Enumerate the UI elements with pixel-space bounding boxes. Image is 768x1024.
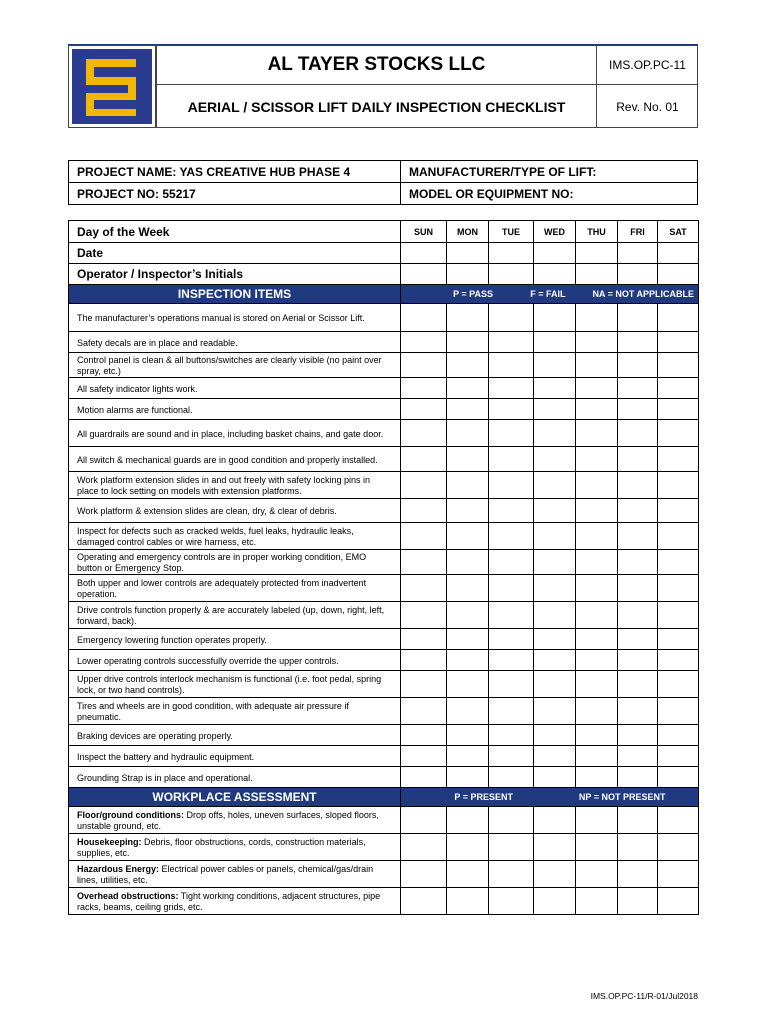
check-cell[interactable] (534, 264, 576, 285)
check-cell[interactable] (534, 888, 576, 915)
check-cell[interactable] (576, 399, 618, 420)
check-cell[interactable] (618, 767, 658, 788)
check-cell[interactable] (534, 243, 576, 264)
check-cell[interactable] (618, 602, 658, 629)
check-cell[interactable] (618, 650, 658, 671)
workplace-item-row (69, 861, 699, 888)
check-cell[interactable] (401, 243, 447, 264)
inspection-section-header (69, 285, 699, 304)
project-info-table (68, 160, 698, 205)
check-cell[interactable] (489, 447, 534, 472)
check-cell[interactable] (576, 243, 618, 264)
check-cell[interactable] (447, 447, 489, 472)
check-cell[interactable] (618, 671, 658, 698)
inspection-item-text: All guardrails are sound and in place, including basket chains, and gate door. (69, 420, 401, 447)
day-fri: FRI (618, 221, 658, 243)
check-cell[interactable] (534, 304, 576, 332)
check-cell[interactable] (401, 378, 447, 399)
check-cell[interactable] (447, 650, 489, 671)
inspection-item-text: Both upper and lower controls are adequately protected from inadvertent operation. (69, 575, 401, 602)
check-cell[interactable] (534, 523, 576, 550)
inspection-item-row (69, 472, 699, 499)
check-cell[interactable] (534, 725, 576, 746)
check-cell[interactable] (401, 264, 447, 285)
check-cell[interactable] (576, 629, 618, 650)
workplace-item-text (69, 861, 401, 888)
inspection-item-text: Upper drive controls interlock mechanism is functional (i.e. foot pedal, spring lock, or two hand controls). (69, 671, 401, 698)
workplace-legend (401, 788, 699, 807)
form-title: AERIAL / SCISSOR LIFT DAILY INSPECTION CHECKLIST (156, 85, 596, 128)
check-cell[interactable] (576, 378, 618, 399)
workplace-item-text (69, 807, 401, 834)
check-cell[interactable] (489, 399, 534, 420)
check-cell[interactable] (401, 746, 447, 767)
check-cell[interactable] (618, 304, 658, 332)
check-cell[interactable] (658, 602, 699, 629)
check-cell[interactable] (447, 550, 489, 575)
inspection-legend (401, 285, 699, 304)
inspection-item-text: Work platform extension slides in and out freely with safety locking pins in place to lock setting on models with extension platforms. (69, 472, 401, 499)
check-cell[interactable] (658, 629, 699, 650)
inspection-item-text: Inspect the battery and hydraulic equipment. (69, 746, 401, 767)
check-cell[interactable] (576, 888, 618, 915)
inspection-item-row (69, 420, 699, 447)
check-cell[interactable] (534, 767, 576, 788)
check-cell[interactable] (447, 602, 489, 629)
check-cell[interactable] (658, 834, 699, 861)
initials-row (69, 264, 699, 285)
check-cell[interactable] (447, 243, 489, 264)
legend-fail: F = FAIL (530, 289, 566, 299)
check-cell[interactable] (658, 523, 699, 550)
check-cell[interactable] (489, 499, 534, 523)
company-name: AL TAYER STOCKS LLC (156, 45, 596, 85)
check-cell[interactable] (401, 550, 447, 575)
inspection-item-row (69, 629, 699, 650)
check-cell[interactable] (658, 698, 699, 725)
check-cell[interactable] (618, 499, 658, 523)
check-cell[interactable] (576, 550, 618, 575)
inspection-item-text: Work platform & extension slides are clean, dry, & clear of debris. (69, 499, 401, 523)
check-cell[interactable] (489, 629, 534, 650)
day-tue: TUE (489, 221, 534, 243)
check-cell[interactable] (618, 447, 658, 472)
check-cell[interactable] (489, 725, 534, 746)
check-cell[interactable] (618, 834, 658, 861)
check-cell[interactable] (401, 523, 447, 550)
check-cell[interactable] (489, 888, 534, 915)
check-cell[interactable] (447, 629, 489, 650)
legend-not-present: NP = NOT PRESENT (578, 792, 666, 802)
check-cell[interactable] (489, 650, 534, 671)
check-cell[interactable] (489, 420, 534, 447)
check-cell[interactable] (658, 472, 699, 499)
check-cell[interactable] (489, 304, 534, 332)
check-cell[interactable] (576, 807, 618, 834)
check-cell[interactable] (401, 629, 447, 650)
inspection-item-row (69, 353, 699, 378)
check-cell[interactable] (534, 746, 576, 767)
check-cell[interactable] (534, 861, 576, 888)
check-cell[interactable] (658, 725, 699, 746)
check-cell[interactable] (576, 650, 618, 671)
check-cell[interactable] (534, 629, 576, 650)
check-cell[interactable] (401, 602, 447, 629)
check-cell[interactable] (534, 472, 576, 499)
inspection-item-text: The manufacturer’s operations manual is stored on Aerial or Scissor Lift. (69, 304, 401, 332)
day-sat: SAT (658, 221, 699, 243)
check-cell[interactable] (576, 472, 618, 499)
check-cell[interactable] (658, 353, 699, 378)
check-cell[interactable] (489, 243, 534, 264)
check-cell[interactable] (658, 378, 699, 399)
inspection-item-row (69, 698, 699, 725)
inspection-item-text: Motion alarms are functional. (69, 399, 401, 420)
check-cell[interactable] (447, 399, 489, 420)
check-cell[interactable] (489, 472, 534, 499)
inspection-item-row (69, 332, 699, 353)
inspection-item-row (69, 523, 699, 550)
check-cell[interactable] (618, 861, 658, 888)
workplace-item-heading: Hazardous Energy: (77, 864, 160, 874)
inspection-item-row (69, 725, 699, 746)
check-cell[interactable] (618, 523, 658, 550)
workplace-section-header (69, 788, 699, 807)
check-cell[interactable] (576, 746, 618, 767)
check-cell[interactable] (618, 807, 658, 834)
check-cell[interactable] (534, 499, 576, 523)
check-cell[interactable] (576, 353, 618, 378)
workplace-item-row (69, 807, 699, 834)
inspection-item-row (69, 746, 699, 767)
check-cell[interactable] (401, 353, 447, 378)
check-cell[interactable] (534, 378, 576, 399)
workplace-item-heading: Floor/ground conditions: (77, 810, 184, 820)
footer-doc-ref: IMS.OP.PC-11/R-01/Jul2018 (590, 991, 698, 1001)
check-cell[interactable] (618, 332, 658, 353)
check-cell[interactable] (658, 399, 699, 420)
check-cell[interactable] (401, 447, 447, 472)
inspection-item-text: Operating and emergency controls are in proper working condition, EMO button or Emergency Stop. (69, 550, 401, 575)
inspection-item-row (69, 304, 699, 332)
check-cell[interactable] (618, 243, 658, 264)
inspection-item-text: Inspect for defects such as cracked welds, fuel leaks, hydraulic leaks, damaged control cables or wire harness, etc. (69, 523, 401, 550)
check-cell[interactable] (658, 420, 699, 447)
check-cell[interactable] (618, 420, 658, 447)
check-cell[interactable] (401, 807, 447, 834)
inspection-item-text: Grounding Strap is in place and operational. (69, 767, 401, 788)
check-cell[interactable] (447, 807, 489, 834)
check-cell[interactable] (401, 650, 447, 671)
check-cell[interactable] (447, 304, 489, 332)
inspection-item-text: Lower operating controls successfully override the upper controls. (69, 650, 401, 671)
check-cell[interactable] (401, 304, 447, 332)
check-cell[interactable] (658, 243, 699, 264)
check-cell[interactable] (576, 304, 618, 332)
model-field[interactable]: MODEL OR EQUIPMENT NO: (401, 183, 698, 205)
check-cell[interactable] (658, 861, 699, 888)
check-cell[interactable] (489, 575, 534, 602)
check-cell[interactable] (658, 332, 699, 353)
check-cell[interactable] (401, 767, 447, 788)
check-cell[interactable] (447, 264, 489, 285)
inspection-item-text: All safety indicator lights work. (69, 378, 401, 399)
check-cell[interactable] (489, 861, 534, 888)
check-cell[interactable] (658, 746, 699, 767)
inspection-item-row (69, 767, 699, 788)
check-cell[interactable] (489, 767, 534, 788)
check-cell[interactable] (534, 834, 576, 861)
inspection-item-text: Drive controls function properly & are accurately labeled (up, down, right, left, forward, back). (69, 602, 401, 629)
day-thu: THU (576, 221, 618, 243)
check-cell[interactable] (534, 698, 576, 725)
check-cell[interactable] (534, 332, 576, 353)
inspection-item-row (69, 575, 699, 602)
check-cell[interactable] (618, 264, 658, 285)
check-cell[interactable] (447, 834, 489, 861)
inspection-item-text: Safety decals are in place and readable. (69, 332, 401, 353)
check-cell[interactable] (447, 746, 489, 767)
check-cell[interactable] (618, 550, 658, 575)
legend-present: P = PRESENT (454, 792, 513, 802)
workplace-item-row (69, 888, 699, 915)
check-cell[interactable] (658, 575, 699, 602)
inspection-checklist-table (68, 220, 699, 915)
check-cell[interactable] (489, 353, 534, 378)
check-cell[interactable] (534, 671, 576, 698)
check-cell[interactable] (489, 602, 534, 629)
check-cell[interactable] (489, 264, 534, 285)
check-cell[interactable] (534, 650, 576, 671)
day-mon: MON (447, 221, 489, 243)
workplace-item-row (69, 834, 699, 861)
inspection-item-row (69, 602, 699, 629)
check-cell[interactable] (447, 725, 489, 746)
check-cell[interactable] (658, 304, 699, 332)
initials-label: Operator / Inspector’s Initials (69, 264, 401, 285)
check-cell[interactable] (489, 332, 534, 353)
check-cell[interactable] (401, 698, 447, 725)
inspection-item-text: Braking devices are operating properly. (69, 725, 401, 746)
check-cell[interactable] (447, 499, 489, 523)
revision-number: Rev. No. 01 (596, 85, 698, 128)
check-cell[interactable] (576, 602, 618, 629)
inspection-item-row (69, 399, 699, 420)
check-cell[interactable] (489, 746, 534, 767)
check-cell[interactable] (658, 447, 699, 472)
check-cell[interactable] (401, 472, 447, 499)
project-name: PROJECT NAME: YAS CREATIVE HUB PHASE 4 (69, 161, 401, 183)
manufacturer-field[interactable]: MANUFACTURER/TYPE OF LIFT: (401, 161, 698, 183)
check-cell[interactable] (489, 550, 534, 575)
check-cell[interactable] (447, 523, 489, 550)
check-cell[interactable] (576, 523, 618, 550)
logo-background (72, 49, 152, 124)
check-cell[interactable] (618, 399, 658, 420)
day-wed: WED (534, 221, 576, 243)
check-cell[interactable] (618, 629, 658, 650)
check-cell[interactable] (576, 834, 618, 861)
check-cell[interactable] (401, 671, 447, 698)
legend-na: NA = NOT APPLICABLE (592, 289, 695, 299)
check-cell[interactable] (618, 353, 658, 378)
check-cell[interactable] (489, 834, 534, 861)
check-cell[interactable] (618, 888, 658, 915)
check-cell[interactable] (576, 447, 618, 472)
workplace-assessment-title: WORKPLACE ASSESSMENT (69, 788, 401, 807)
check-cell[interactable] (401, 399, 447, 420)
check-cell[interactable] (447, 575, 489, 602)
check-cell[interactable] (658, 550, 699, 575)
inspection-item-text: Tires and wheels are in good condition, with adequate air pressure if pneumatic. (69, 698, 401, 725)
check-cell[interactable] (489, 378, 534, 399)
workplace-item-description: Tight working conditions, adjacent structures, pipe racks, beams, ceiling grids, etc. (77, 891, 381, 912)
check-cell[interactable] (534, 807, 576, 834)
inspection-item-row (69, 671, 699, 698)
workplace-item-text (69, 834, 401, 861)
check-cell[interactable] (618, 575, 658, 602)
check-cell[interactable] (658, 264, 699, 285)
document-code: IMS.OP.PC-11 (596, 45, 698, 85)
workplace-item-heading: Overhead obstructions: (77, 891, 179, 901)
workplace-item-description: Drop offs, holes, uneven surfaces, sloped floors, unstable ground, etc. (77, 810, 379, 831)
inspection-item-row (69, 550, 699, 575)
days-row (69, 221, 699, 243)
inspection-item-text: All switch & mechanical guards are in good condition and properly installed. (69, 447, 401, 472)
check-cell[interactable] (401, 725, 447, 746)
check-cell[interactable] (489, 523, 534, 550)
workplace-item-heading: Housekeeping: (77, 837, 142, 847)
inspection-item-text: Control panel is clean & all buttons/switches are clearly visible (no paint over spray, etc.) (69, 353, 401, 378)
check-cell[interactable] (618, 378, 658, 399)
check-cell[interactable] (576, 264, 618, 285)
check-cell[interactable] (534, 575, 576, 602)
workplace-item-text (69, 888, 401, 915)
check-cell[interactable] (401, 499, 447, 523)
check-cell[interactable] (447, 472, 489, 499)
check-cell[interactable] (576, 420, 618, 447)
check-cell[interactable] (447, 378, 489, 399)
check-cell[interactable] (576, 725, 618, 746)
check-cell[interactable] (658, 888, 699, 915)
check-cell[interactable] (576, 698, 618, 725)
check-cell[interactable] (447, 332, 489, 353)
check-cell[interactable] (576, 575, 618, 602)
workplace-item-description: Electrical power cables or panels, chemical/gas/drain lines, utilities, etc. (77, 864, 374, 885)
company-logo (68, 45, 156, 128)
day-of-week-label: Day of the Week (69, 221, 401, 243)
check-cell[interactable] (447, 888, 489, 915)
workplace-item-description: Debris, floor obstructions, cords, construction materials, supplies, etc. (77, 837, 366, 858)
check-cell[interactable] (658, 807, 699, 834)
check-cell[interactable] (447, 861, 489, 888)
check-cell[interactable] (658, 671, 699, 698)
check-cell[interactable] (447, 767, 489, 788)
project-number: PROJECT NO: 55217 (69, 183, 401, 205)
check-cell[interactable] (658, 650, 699, 671)
check-cell[interactable] (447, 353, 489, 378)
check-cell[interactable] (401, 834, 447, 861)
check-cell[interactable] (618, 746, 658, 767)
check-cell[interactable] (489, 698, 534, 725)
check-cell[interactable] (489, 671, 534, 698)
inspection-item-row (69, 378, 699, 399)
check-cell[interactable] (658, 499, 699, 523)
check-cell[interactable] (534, 420, 576, 447)
day-sun: SUN (401, 221, 447, 243)
check-cell[interactable] (658, 767, 699, 788)
inspection-items-title: INSPECTION ITEMS (69, 285, 401, 304)
check-cell[interactable] (576, 861, 618, 888)
date-label: Date (69, 243, 401, 264)
check-cell[interactable] (401, 420, 447, 447)
check-cell[interactable] (534, 447, 576, 472)
check-cell[interactable] (401, 332, 447, 353)
check-cell[interactable] (576, 767, 618, 788)
check-cell[interactable] (534, 550, 576, 575)
check-cell[interactable] (618, 725, 658, 746)
check-cell[interactable] (534, 353, 576, 378)
check-cell[interactable] (447, 671, 489, 698)
check-cell[interactable] (576, 499, 618, 523)
check-cell[interactable] (534, 602, 576, 629)
inspection-item-row (69, 447, 699, 472)
date-row (69, 243, 699, 264)
inspection-item-text: Emergency lowering function operates properly. (69, 629, 401, 650)
check-cell[interactable] (618, 698, 658, 725)
check-cell[interactable] (534, 399, 576, 420)
inspection-item-row (69, 499, 699, 523)
check-cell[interactable] (576, 671, 618, 698)
check-cell[interactable] (447, 698, 489, 725)
check-cell[interactable] (576, 332, 618, 353)
check-cell[interactable] (489, 807, 534, 834)
inspection-item-row (69, 650, 699, 671)
check-cell[interactable] (401, 575, 447, 602)
legend-pass: P = PASS (453, 289, 493, 299)
check-cell[interactable] (447, 420, 489, 447)
check-cell[interactable] (401, 861, 447, 888)
check-cell[interactable] (401, 888, 447, 915)
check-cell[interactable] (618, 472, 658, 499)
